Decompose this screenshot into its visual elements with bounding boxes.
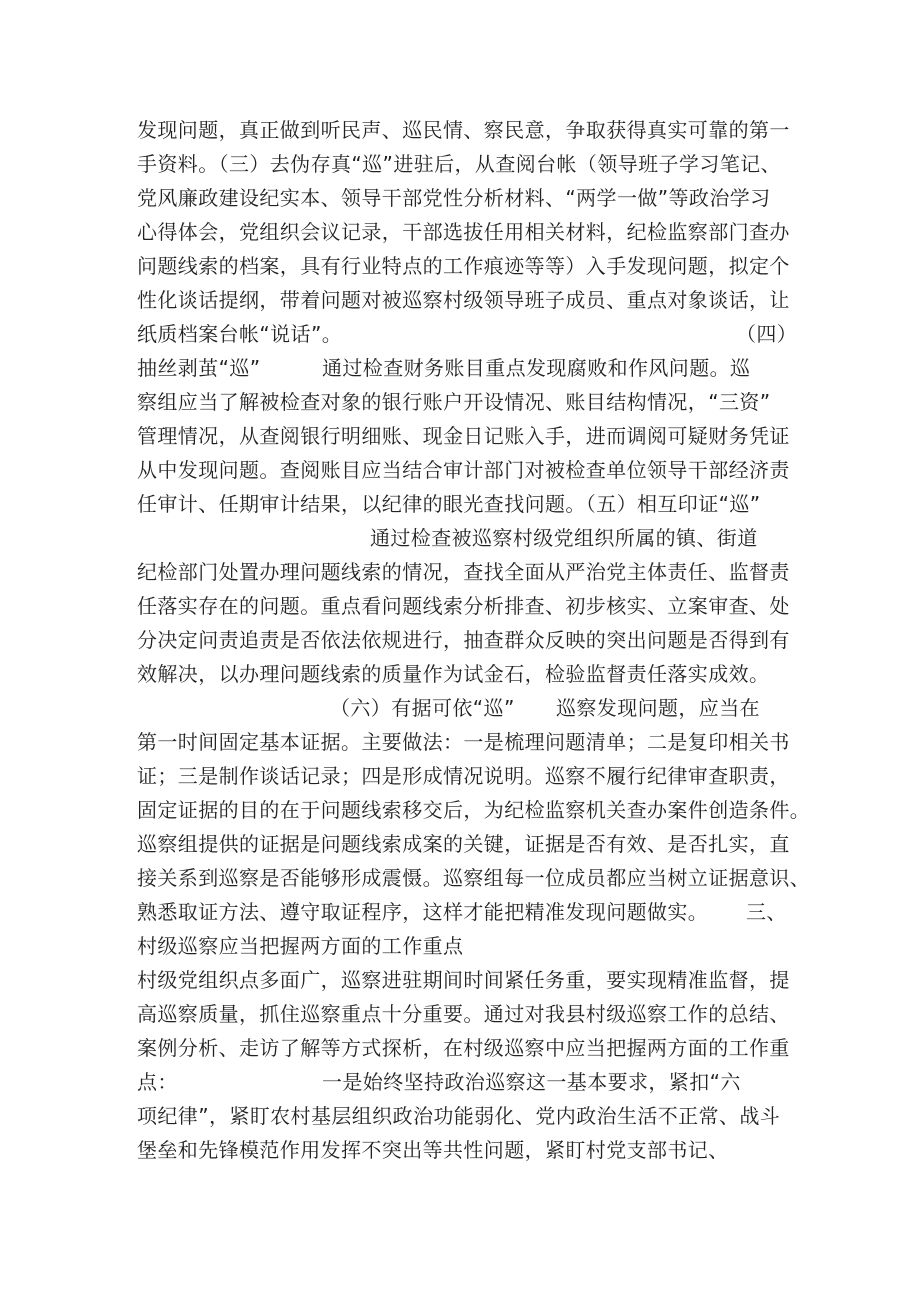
text-line: 巡察组提供的证据是问题线索成案的关键，证据是否有效、是否扎实，直 xyxy=(137,832,790,856)
text-line: 项纪律”，紧盯农村基层组织政治功能弱化、党内政治生活不正常、战斗 xyxy=(137,1104,781,1128)
text-line: 从中发现问题。查阅账目应当结合审计部门对被检查单位领导干部经济责 xyxy=(137,458,790,482)
text-line: 发现问题，真正做到听民声、巡民情、察民意，争取获得真实可靠的第一 xyxy=(137,118,790,142)
text-line: 村级党组织点多面广，巡察进驻期间时间紧任务重，要实现精准监督，提 xyxy=(137,968,790,992)
text-line: 熟悉取证方法、遵守取证程序，这样才能把精准发现问题做实。 xyxy=(137,900,709,924)
text-line: 管理情况，从查阅银行明细账、现金日记账入手，进而调阅可疑财务凭证 xyxy=(137,424,790,448)
section-heading: 抽丝剥茧“巡” xyxy=(137,356,261,380)
text-line: 证；三是制作谈话记录；四是形成情况说明。巡察不履行纪律审查职责， xyxy=(137,764,790,788)
text-line: 纪检部门处置办理问题线索的情况，查找全面从严治党主体责任、监督责 xyxy=(137,560,790,584)
text-line: 高巡察质量，抓住巡察重点十分重要。通过对我县村级巡察工作的总结、 xyxy=(137,1002,790,1026)
text-line: 一是始终坚持政治巡察这一基本要求，紧扣“六 xyxy=(322,1070,741,1094)
text-line: 问题线索的档案，具有行业特点的工作痕迹等等）入手发现问题，拟定个 xyxy=(137,254,790,278)
text-line: 通过检查财务账目重点发现腐败和作风问题。巡 xyxy=(322,356,751,380)
text-line: 心得体会，党组织会议记录，干部选拔任用相关材料，纪检监察部门查办 xyxy=(137,220,790,244)
text-line: 通过检查被巡察村级党组织所属的镇、街道 xyxy=(370,526,758,550)
section-heading: （六）有据可依“巡” xyxy=(330,696,515,720)
text-line: 分决定问责追责是否依法依规进行，抽查群众反映的突出问题是否得到有 xyxy=(137,628,790,652)
text-line: 接关系到巡察是否能够形成震慑。巡察组每一位成员都应当树立证据意识、 xyxy=(137,866,811,890)
text-line: 性化谈话提纲，带着问题对被巡察村级领导班子成员、重点对象谈话，让 xyxy=(137,288,790,312)
text-line: 任审计、任期审计结果，以纪律的眼光查找问题。（五）相互印证“巡” xyxy=(137,492,761,516)
text-line: 纸质档案台帐“说话”。 xyxy=(137,322,343,346)
section-marker: 三、 xyxy=(746,900,787,924)
text-line: 效解决，以办理问题线索的质量作为试金石，检验监督责任落实成效。 xyxy=(137,662,770,686)
text-line: 第一时间固定基本证据。主要做法：一是梳理问题清单；二是复印相关书 xyxy=(137,730,790,754)
section-heading: 村级巡察应当把握两方面的工作重点 xyxy=(137,934,464,958)
text-line: 察组应当了解被检查对象的银行账户开设情况、账目结构情况，“三资” xyxy=(137,390,771,414)
text-line: 点： xyxy=(137,1070,178,1094)
text-line: 手资料。（三）去伪存真“巡”进驻后，从查阅台帐（领导班子学习笔记、 xyxy=(137,152,781,176)
text-line: 巡察发现问题，应当在 xyxy=(556,696,760,720)
text-line: 党风廉政建设纪实本、领导干部党性分析材料、“两学一做”等政治学习 xyxy=(137,186,771,210)
section-marker: （四） xyxy=(736,322,798,346)
text-line: 堡垒和先锋模范作用发挥不突出等共性问题，紧盯村党支部书记、 xyxy=(137,1138,729,1162)
text-line: 固定证据的目的在于问题线索移交后，为纪检监察机关查办案件创造条件。 xyxy=(137,798,811,822)
text-line: 案例分析、走访了解等方式探析，在村级巡察中应当把握两方面的工作重 xyxy=(137,1036,790,1060)
text-line: 任落实存在的问题。重点看问题线索分析排查、初步核实、立案审查、处 xyxy=(137,594,790,618)
